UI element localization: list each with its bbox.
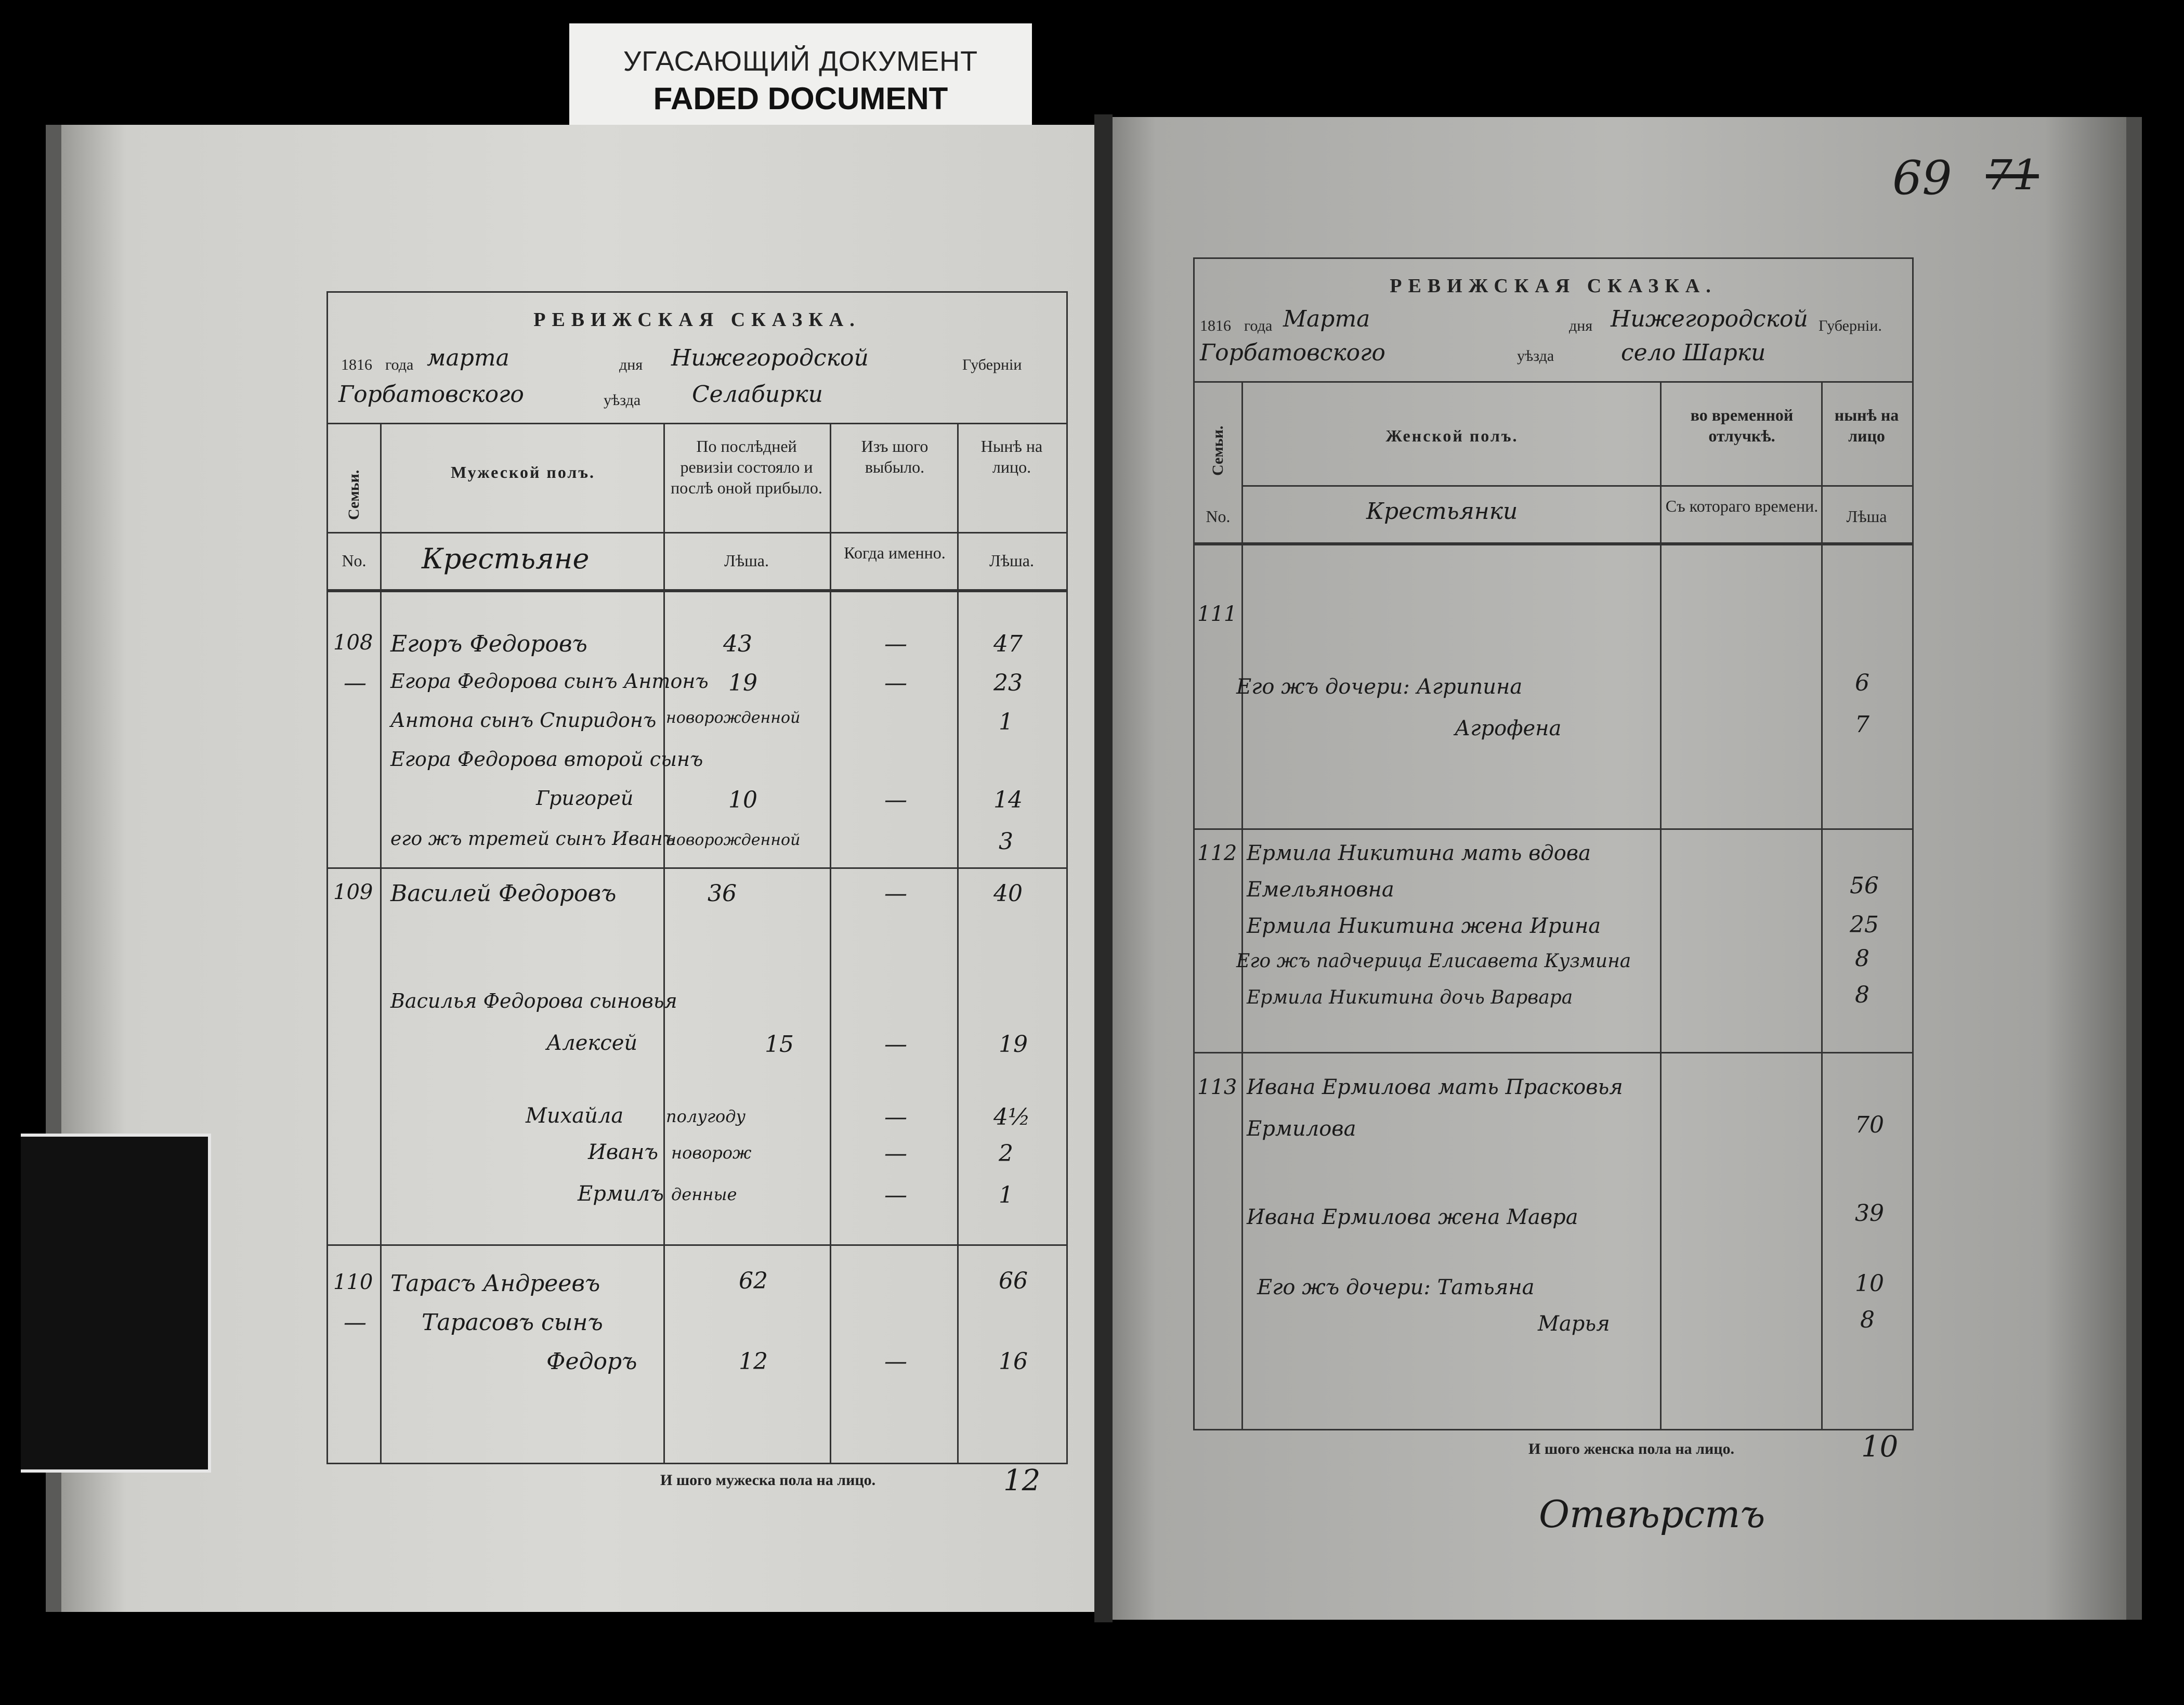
left-header-no: No. (342, 551, 367, 570)
right-uezd: Горбатовского (1200, 340, 1385, 366)
right-total-label: И шого женска пола на лицо. (1528, 1440, 1735, 1457)
left-form-title: РЕВИЖСКАЯ СКАЗКА. (533, 309, 861, 331)
left-total-label: И шого мужеска пола на лицо. (660, 1472, 876, 1489)
right-day-label: дня (1569, 317, 1593, 334)
right-gubernia-label: Губерніи. (1819, 317, 1882, 334)
page-number: 69 (1892, 151, 1952, 205)
right-header-present: нынѣ на лицо (1834, 406, 1899, 445)
left-header-present: Нынѣ на лицо. (980, 437, 1043, 476)
left-month: марта (427, 345, 509, 371)
left-year: 1816 (341, 356, 372, 373)
page-number-old: 71 (1986, 151, 2039, 199)
left-uezd-label: уѣзда (604, 392, 641, 409)
right-header-families: Семьи. (1209, 425, 1226, 476)
left-header-when: Когда именно. (844, 543, 946, 562)
right-header-estate: Крестьянки (1366, 498, 1518, 525)
right-uezd-label: уѣзда (1517, 347, 1554, 365)
left-day-label: дня (619, 356, 643, 373)
left-census-form: РЕВИЖСКАЯ СКАЗКА. 1816 года марта дня Нижегородской Губерніи Горбатовского уѣзда Селабирки Семьи. Мужеской полъ. По послѣдней ревизіи состояло и послѣ оной прибыло. Изъ шого выбыло. Нынѣ на лицо. No. Крестьяне Лѣша. Когда именно. Лѣша. 108 Егоръ Федоровъ 43 — 47 — Егора Федорова сынъ Антонъ 19 — 23 Антона сынъ Спиридонъ новорожденной 1 Егора Федорова второй сынъ Григорей 10 — 14 его жъ третей сынъ Иванъ новорожденной 3 109 Василей Федоровъ 36 — 40 Василья Федорова сыновья Алексей 15 — 19 Михайла полугоду — 4½ Иванъ новорож — 2 Ермилъ денные — 1 110 Тарасъ Андреевъ 62 66 — Тарасовъ сынъ Федоръ 12 — 16 (326, 291, 1068, 1464)
left-header-estate: Крестьяне (422, 542, 590, 575)
binder-clip (21, 1134, 211, 1473)
right-header-no: No. (1206, 507, 1231, 526)
left-total-value: 12 (1003, 1464, 1041, 1498)
left-uezd: Горбатовского (338, 381, 524, 408)
faded-document-stamp (569, 23, 1032, 127)
right-header-since: Съ котораго времени. (1665, 497, 1819, 515)
right-year-label: года (1244, 317, 1273, 334)
right-header-female: Женской полъ. (1385, 426, 1519, 445)
book-spine (1094, 114, 1113, 1622)
signature: Отвѣрстъ (1539, 1492, 1765, 1536)
right-month: Марта (1283, 306, 1370, 332)
right-header-temporary: во временной отлучкѣ. (1690, 406, 1794, 445)
left-header-last-revision: По послѣдней ревизіи состояло и послѣ оной прибыло. (671, 437, 822, 497)
stamp-russian-text: УГАСАЮЩИЙ ДОКУМЕНТ (623, 46, 978, 77)
left-header-dropped: Изъ шого выбыло. (861, 437, 928, 476)
left-gubernia: Нижегородской (671, 345, 869, 371)
right-census-form: РЕВИЖСКАЯ СКАЗКА. 1816 года Марта дня Нижегородской Губерніи. Горбатовского уѣзда село Шарки Семьи. Женской полъ. во временной отлучкѣ. нынѣ на лицо No. Крестьянки Съ котораго времени. Лѣша 111 Его жъ дочери: Агрипина 6 Агрофена 7 112 Ермила Никитина мать вдова Емельяновна 56 Ермила Никитина жена Ирина 25 Его жъ падчерица Елисавета Кузмина 8 Ермила Никитина дочь Варвара 8 113 Ивана Ермилова мать Прасковья Ермилова 70 Ивана Ермилова жена Мавра 39 Его жъ дочери: Татьяна 10 Марья 8 (1193, 257, 1914, 1430)
left-header-years: Лѣша. (724, 551, 769, 570)
right-form-title: РЕВИЖСКАЯ СКАЗКА. (1390, 275, 1717, 297)
left-gubernia-label: Губерніи (962, 356, 1022, 373)
left-year-label: года (385, 356, 414, 373)
left-header-years-now: Лѣша. (989, 551, 1034, 570)
right-year: 1816 (1200, 317, 1231, 334)
left-header-families: Семьи. (345, 470, 362, 520)
right-header-years: Лѣша (1846, 507, 1887, 526)
left-header-male: Мужеской полъ. (450, 463, 595, 481)
left-village: Селабирки (692, 381, 823, 408)
right-total-value: 10 (1861, 1430, 1899, 1464)
right-gubernia: Нижегородской (1611, 306, 1808, 332)
right-village: село Шарки (1621, 340, 1766, 366)
stamp-english-text: FADED DOCUMENT (653, 81, 948, 116)
